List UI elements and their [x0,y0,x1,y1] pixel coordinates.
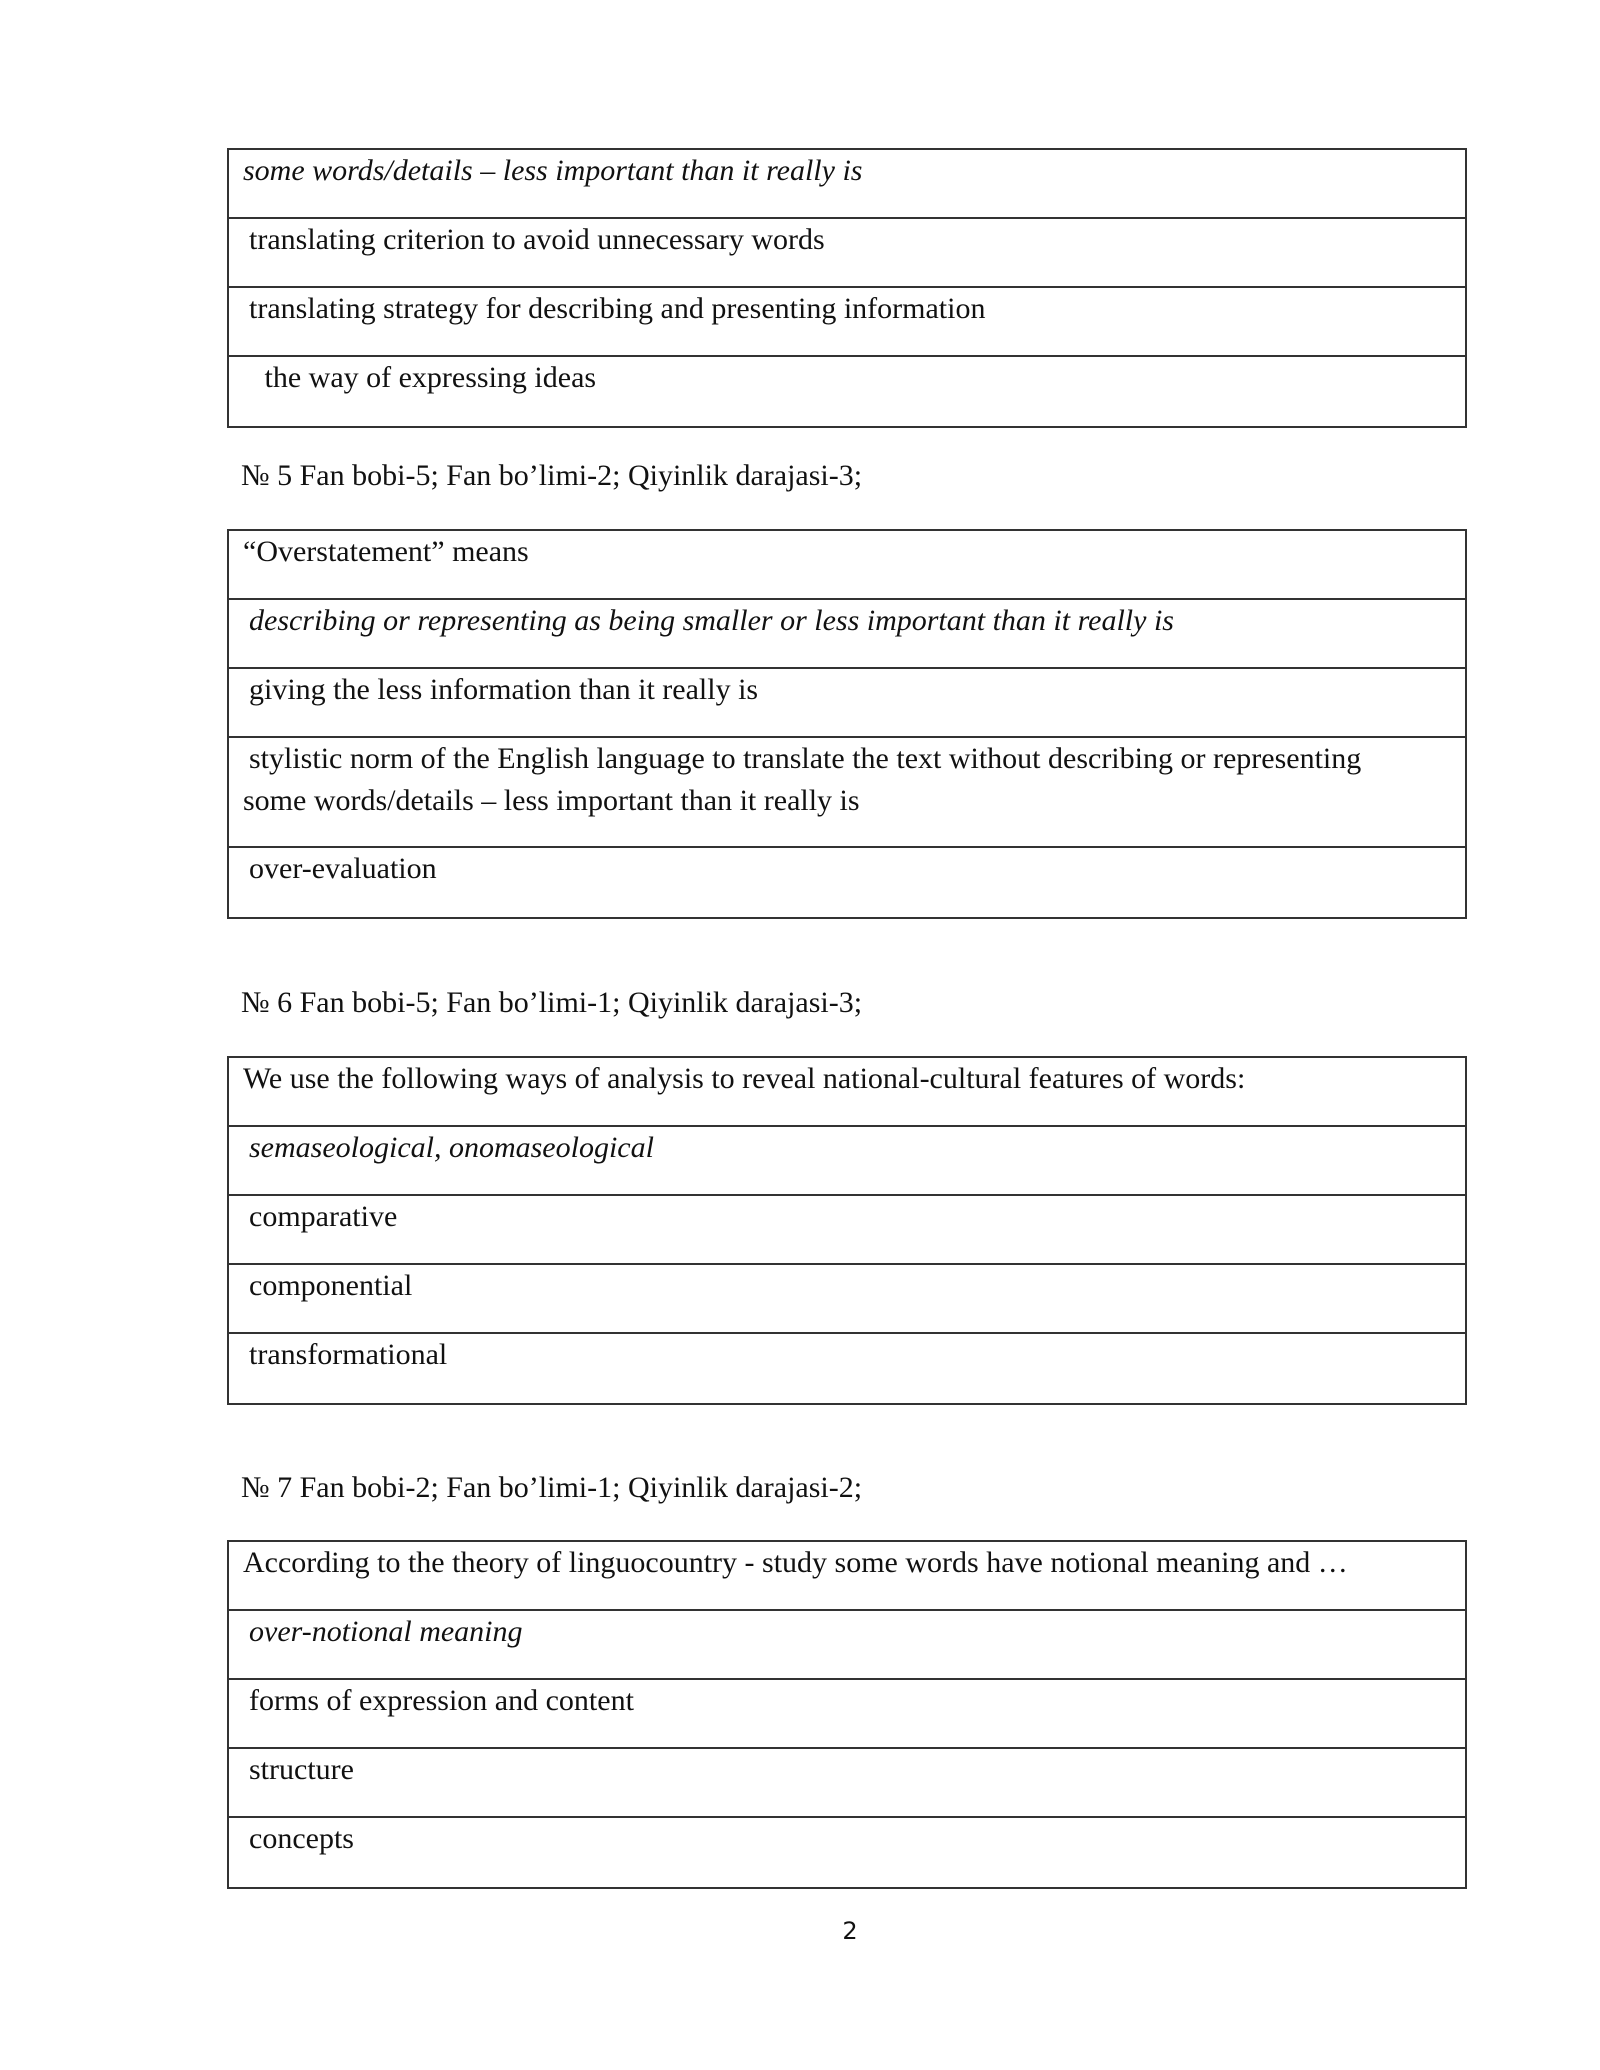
question-7-text: According to the theory of linguocountry - study some words have notional meaning and … [229,1542,1465,1611]
answer-row: structure [229,1749,1465,1818]
answer-row: some words/details – less important than it really is [229,150,1465,219]
answer-row: transformational [249,1338,448,1371]
answer-row: comparative [229,1196,1465,1265]
answer-row: describing or representing as being smaller or less important than it really is [229,600,1465,669]
answer-row [229,738,1465,848]
answer-row: translating strategy for describing and presenting information [229,288,1465,357]
answer-text-line: stylistic norm of the English language to translate the text without describing or representing [249,742,1362,775]
answer-row: translating criterion to avoid unnecessary words [229,219,1465,288]
question-6-table [227,1056,1467,1405]
answer-row: concepts [249,1822,354,1855]
answer-row: over-evaluation [249,852,437,885]
question-6-text: We use the following ways of analysis to reveal national-cultural features of words: [229,1058,1465,1127]
answer-row: over-notional meaning [229,1611,1465,1680]
question-5-table [227,529,1467,919]
answer-row: giving the less information than it really is [229,669,1465,738]
answer-table-continued [227,148,1467,428]
answer-text-line: some words/details – less important than it really is [243,784,860,817]
answer-row: semaseological, onomaseological [229,1127,1465,1196]
answer-row: forms of expression and content [229,1680,1465,1749]
question-5-text: “Overstatement” means [229,531,1465,600]
question-7-table [227,1540,1467,1889]
page-number: 2 [842,1917,858,1945]
question-7-heading: № 7 Fan bobi-2; Fan bo’limi-1; Qiyinlik darajasi-2; [241,1471,863,1504]
question-5-heading: № 5 Fan bobi-5; Fan bo’limi-2; Qiyinlik darajasi-3; [241,459,863,492]
question-6-heading: № 6 Fan bobi-5; Fan bo’limi-1; Qiyinlik darajasi-3; [241,986,863,1019]
answer-row: the way of expressing ideas [257,361,597,394]
answer-row: componential [229,1265,1465,1334]
